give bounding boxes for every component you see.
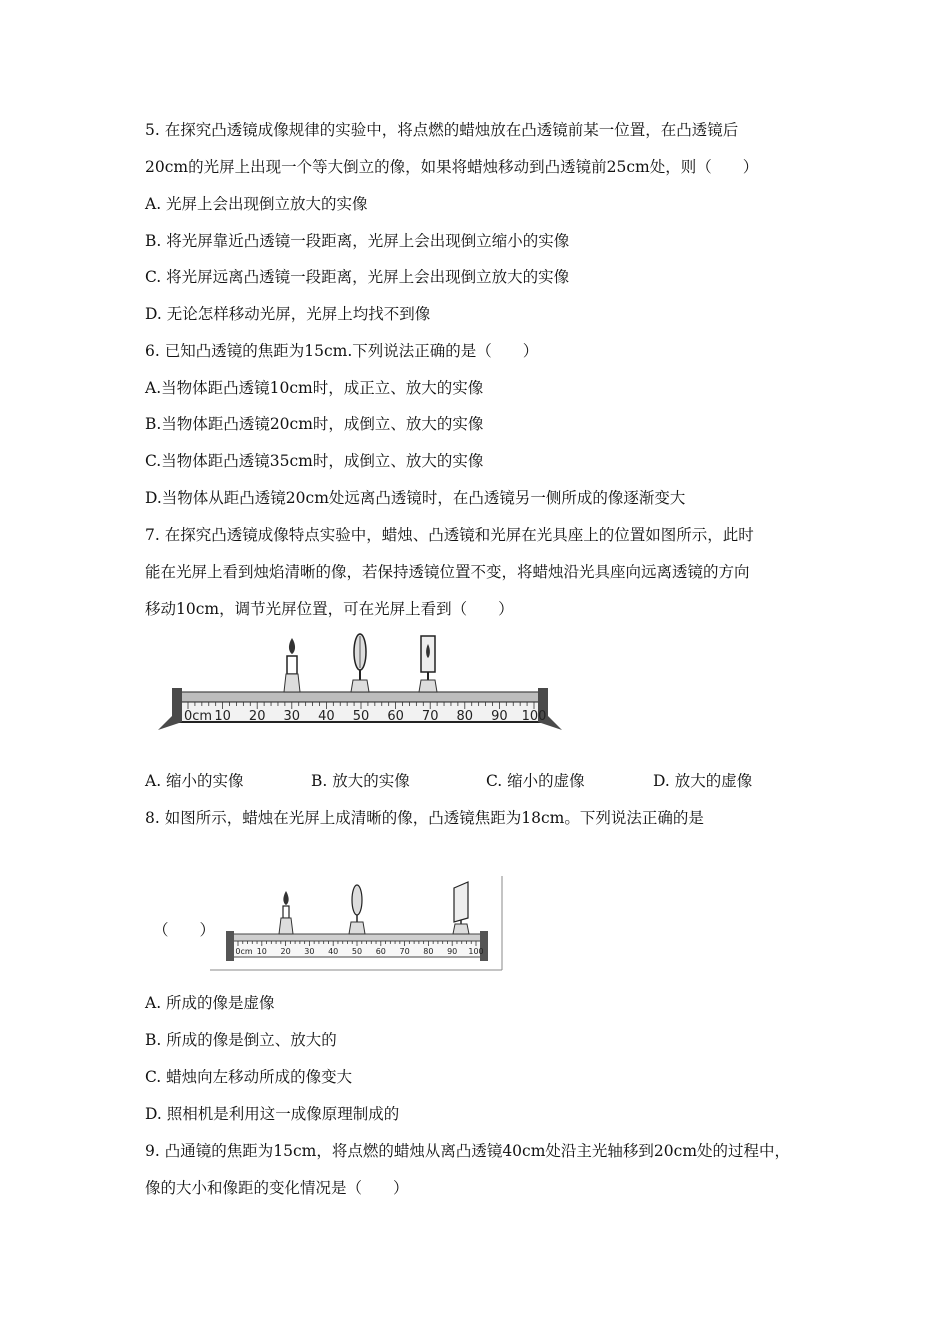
q7-stem-line2: 能在光屏上看到烛焰清晰的像，若保持透镜位置不变，将蜡烛沿光具座向远离透镜的方向 (145, 563, 750, 581)
q6-option-c: C.当物体距凸透镜35cm时，成倒立、放大的实像 (145, 452, 484, 470)
q5-option-c: C. 将光屏远离凸透镜一段距离，光屏上会出现倒立放大的实像 (145, 268, 570, 286)
q5-stem-line2: 20cm的光屏上出现一个等大倒立的像，如果将蜡烛移动到凸透镜前25cm处，则（ ） (145, 158, 759, 176)
q8-option-c: C. 蜡烛向左移动所成的像变大 (145, 1068, 353, 1086)
q9-stem-line1: 9. 凸通镜的焦距为15cm，将点燃的蜡烛从离凸透镜40cm处沿主光轴移到20cm处的过程中， (145, 1142, 791, 1160)
q8-option-d: D. 照相机是利用这一成像原理制成的 (145, 1105, 400, 1123)
q7-scale-label: 70 (421, 709, 439, 724)
q7-scale-label: 100 (521, 709, 547, 724)
q7-convex-lens (351, 634, 369, 692)
q5-option-b: B. 将光屏靠近凸透镜一段距离，光屏上会出现倒立缩小的实像 (145, 232, 570, 250)
q8-candle (279, 891, 293, 934)
q7-option-d: D. 放大的虚像 (653, 772, 753, 790)
q7-scale-label: 60 (387, 709, 404, 724)
q8-convex-lens (349, 885, 365, 934)
q8-optical-bench-figure (210, 876, 505, 972)
q8-scale-label: 90 (447, 947, 458, 956)
q6-option-a: A.当物体距凸透镜10cm时，成正立、放大的实像 (145, 379, 484, 397)
q8-right-support (480, 931, 488, 961)
q8-answer-paren: （ ） (153, 921, 216, 939)
q8-scale-label: 50 (351, 947, 363, 956)
q8-scale-label: 20 (280, 947, 291, 956)
q8-left-support (226, 931, 234, 961)
q7-scale-label: 30 (283, 709, 301, 724)
q8-scale-label: 40 (328, 947, 339, 956)
q8-scale-label: 0cm (235, 947, 253, 956)
q7-scale-label: 50 (352, 709, 370, 724)
q7-option-a: A. 缩小的实像 (145, 772, 244, 790)
q7-option-b: B. 放大的实像 (311, 772, 410, 790)
q8-stem: 8. 如图所示，蜡烛在光屏上成清晰的像，凸透镜焦距为18cm。下列说法正确的是 (145, 809, 704, 827)
q8-scale-label: 10 (256, 947, 267, 956)
q5-stem-line1: 5. 在探究凸透镜成像规律的实验中，将点燃的蜡烛放在凸透镜前某一位置，在凸透镜后 (145, 121, 739, 139)
q5-option-a: A. 光屏上会出现倒立放大的实像 (145, 195, 368, 213)
q6-option-b: B.当物体距凸透镜20cm时，成倒立、放大的实像 (145, 415, 484, 433)
q7-candle (284, 638, 300, 692)
q7-scale-label: 20 (248, 709, 266, 724)
q7-scale-label: 80 (456, 709, 474, 724)
q8-option-a: A. 所成的像是虚像 (145, 994, 275, 1012)
q8-scale-label: 100 (468, 947, 484, 956)
q7-scale-label: 10 (214, 709, 231, 724)
q8-scale-label: 60 (375, 947, 386, 956)
q8-scale-label: 70 (399, 947, 410, 956)
q6-stem: 6. 已知凸透镜的焦距为15cm.下列说法正确的是（ ） (145, 342, 539, 360)
q7-scale-label: 90 (491, 709, 508, 724)
q8-scale-label: 30 (304, 947, 315, 956)
q7-scale-label: 0cm (183, 709, 213, 724)
q7-scale-label: 40 (318, 709, 335, 724)
q7-option-c: C. 缩小的虚像 (486, 772, 585, 790)
q9-stem-line2: 像的大小和像距的变化情况是（ ） (145, 1179, 409, 1197)
q6-option-d: D.当物体从距凸透镜20cm处远离凸透镜时，在凸透镜另一侧所成的像逐渐变大 (145, 489, 686, 507)
q7-stem-line1: 7. 在探究凸透镜成像特点实验中，蜡烛、凸透镜和光屏在光具座上的位置如图所示，此时 (145, 526, 754, 544)
q7-light-screen (419, 636, 437, 692)
q7-left-support (158, 688, 182, 730)
q7-optical-bench-figure (150, 630, 570, 742)
q7-stem-line3: 移动10cm，调节光屏位置，可在光屏上看到（ ） (145, 600, 514, 618)
q5-option-d: D. 无论怎样移动光屏，光屏上均找不到像 (145, 305, 431, 323)
q8-scale-label: 80 (423, 947, 434, 956)
q8-light-screen (453, 882, 469, 934)
q8-option-b: B. 所成的像是倒立、放大的 (145, 1031, 337, 1049)
